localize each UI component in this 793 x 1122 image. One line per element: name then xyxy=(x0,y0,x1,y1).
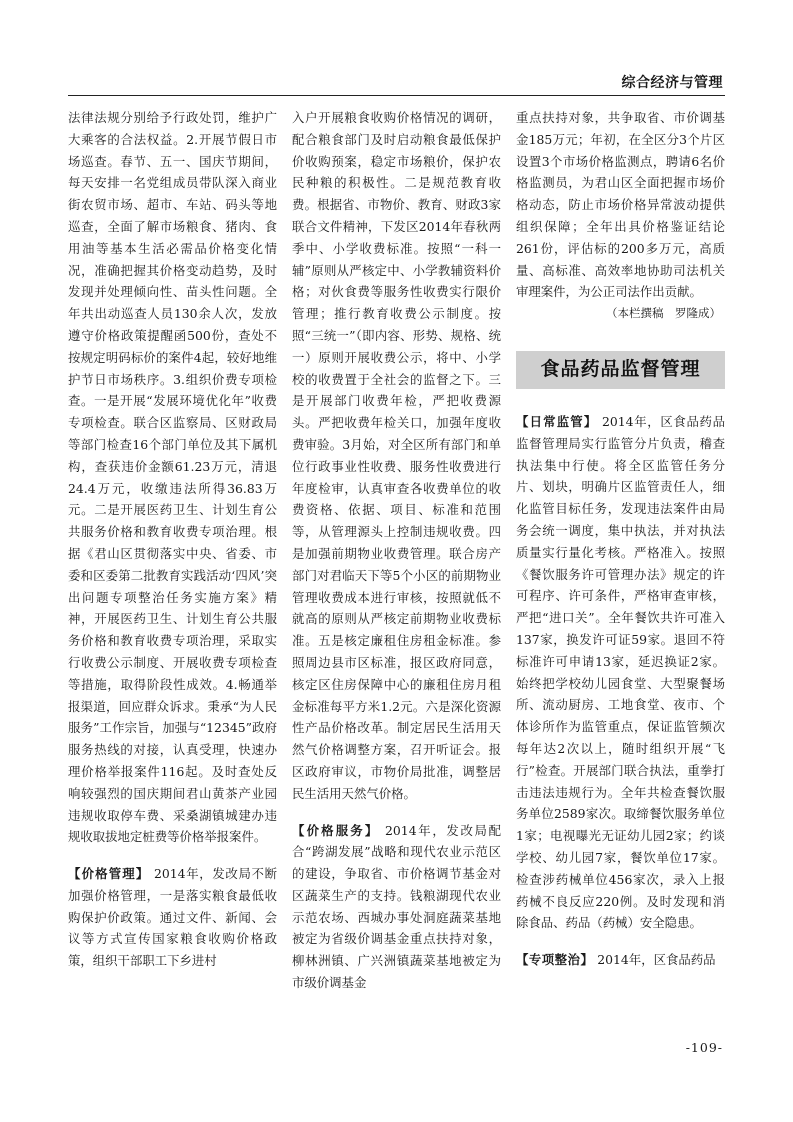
paragraph-price-service xyxy=(292,820,501,994)
section-tag-daily-supervision: 【日常监管】 xyxy=(516,413,598,429)
text-column-2 xyxy=(292,107,501,994)
paragraph-special-rectification xyxy=(516,949,725,971)
paragraph-text: 2014年，区食品药品监督管理局实行监管分片负责，稽查执法集中行使。将全区监管任务分片、划块，明确片区监管责任人，细化监管目标任务，发现违法案件由局务会统一调度，集中执法，并对执法质量实行量化考核。严格准入。按照《餐饮服务许可管理办法》规定的许可程序、许可条件，严格审查审核，严把“进口关”。全年餐饮共许可准入137家，换发许可证59家。退回不符标准许可申请13家，延迟换证2家。始终把学校幼儿园食堂、大型聚餐场所、流动厨房、工地食堂、夜市、个体诊所作为监管重点，保证监管频次每年达2次以上，随时组织开展“飞行”检查。开展部门联合执法，重拳打击违法违规行为。全年共检查餐饮服务单位2589家次。取缔餐饮服务单位1家；电视曝光无证幼儿园2家；约谈学校、幼儿园7家，餐饮单位17家。检查涉药械单位456家次，录入上报药械不良反应220例。及时发现和消除食品、药品（药械）安全隐患。 xyxy=(516,413,725,931)
paragraph-text: 2014年，区食品药品 xyxy=(593,952,716,968)
section-tag-price-management: 【价格管理】 xyxy=(68,866,150,882)
header-rule xyxy=(68,95,725,96)
paragraph-price-service-continued: 重点扶持对象，共争取省、市价调基金185万元；年初，在全区分3个片区设置3个市场价格监测点，聘请6名价格监测员，为君山区全面把握市场价格动态，防止市场价格异常波动提供组织保障；全年出具价格鉴证结论261份，评估标的200多万元，高质量、高标准、高效率地协助司法机关审理案件，为公正司法作出贡献。 xyxy=(516,110,725,300)
paragraph-text: 2014年，发改局配合“跨湖发展”战略和现代农业示范区的建设，争取省、市价格调节基金对区蔬菜生产的支持。钱粮湖现代农业示范农场、西城办事处洞庭蔬菜基地被定为省级价调基金重点扶持对象，柳林洲镇、广兴洲镇蔬菜基地被定为市级价调基金 xyxy=(292,822,501,991)
paragraph-daily-supervision xyxy=(516,411,725,934)
paragraph-price-management-continued: 入户开展粮食收购价格情况的调研，配合粮食部门及时启动粮食最低保护价收购预案，稳定市场粮价，保护农民种粮的积极性。二是规范教育收费。根据省、市物价、教育、财政3家联合文件精神，下发区2014年春秋两季中、小学收费标准。按照“一科一辅”原则从严核定中、小学教辅资料价格；对伙食费等服务性收费实行限价管理；推行教育收费公示制度。按照“三统一”（即内容、形势、规格、统一）原则开展收费公示，将中、小学校的收费置于全社会的监督之下。三是开展部门收费年检，严把收费源头。严把收费年检关口，加强年度收费审验。3月始，对全区所有部门和单位行政事业性收费、服务性收费进行年度检审，认真审查各收费单位的收费资格、依据、项目、标准和范围等，从管理源头上控制违规收费。四是加强前期物业收费管理。联合房产部门对君临天下等5个小区的前期物业管理收费成本进行审核，按照就低不就高的原则从严核定前期物业收费标准。五是核定廉租住房租金标准。参照周边县市区标准，报区政府同意，核定区住房保障中心的廉租住房月租金标准每平方米1.2元。六是深化资源性产品价格改革。制定居民生活用天然气价格调整方案，召开听证会。报区政府审议，市物价局批准，调整居民生活用天然气价格。 xyxy=(292,110,501,801)
text-column-3 xyxy=(516,107,725,971)
author-credit: （本栏撰稿 罗隆成） xyxy=(606,306,721,321)
paragraph-price-management xyxy=(68,863,277,972)
section-tag-special-rectification: 【专项整治】 xyxy=(516,952,594,968)
section-heading-food-drug: 食品药品监督管理 xyxy=(516,351,725,389)
text-column-1 xyxy=(68,107,277,972)
section-tag-price-service: 【价格服务】 xyxy=(292,822,380,838)
paragraph-price-inspection: 法律法规分别给予行政处罚，维护广大乘客的合法权益。2.开展节假日市场巡查。春节、五一、国庆节期间，每天安排一名党组成员带队深入商业街农贸市场、超市、车站、码头等地巡查，全面了解市场粮食、猪肉、食用油等基本生活必需品价格变化情况，准确把握其价格变动趋势，及时发现并处理倾向性、苗头性问题。全年共出动巡查人员130余人次，发放遵守价格政策提醒函500份，查处不按规定明码标价的案件4起，较好地维护节日市场秩序。3.组织价费专项检查。一是开展“发展环境优化年”收费专项检查。联合区监察局、区财政局等部门检查16个部门单位及其下属机构，查获违价金额61.23万元，清退24.4万元，收缴违法所得36.83万元。二是开展医药卫生、计划生育公共服务价格和教育收费专项治理。根据《君山区贯彻落实中央、省委、市委和区委第二批教育实践活动‘四风’突出问题专项整治任务实施方案》精神，开展医药卫生、计划生育公共服务价格和教育收费专项治理，采取实行收费公示制度、开展收费专项检查等措施，取得阶段性成效。4.畅通举报渠道，回应群众诉求。秉承“为人民服务”工作宗旨，加强与“12345”政府服务热线的对接，认真受理，快速办理价格举报案件116起。及时查处反响较强烈的国庆期间君山黄茶产业园违规收取停车费、采桑湖镇城建办违规收取拔地定桩费等价格举报案件。 xyxy=(68,110,277,845)
paragraph-text: 2014年，发改局不断加强价格管理，一是落实粮食最低收购保护价政策。通过文件、新闻、会议等方式宣传国家粮食收购价格政策，组织干部职工下乡进村 xyxy=(68,866,277,969)
page-number: -109- xyxy=(685,1040,723,1055)
running-header-title: 综合经济与管理 xyxy=(621,75,723,91)
